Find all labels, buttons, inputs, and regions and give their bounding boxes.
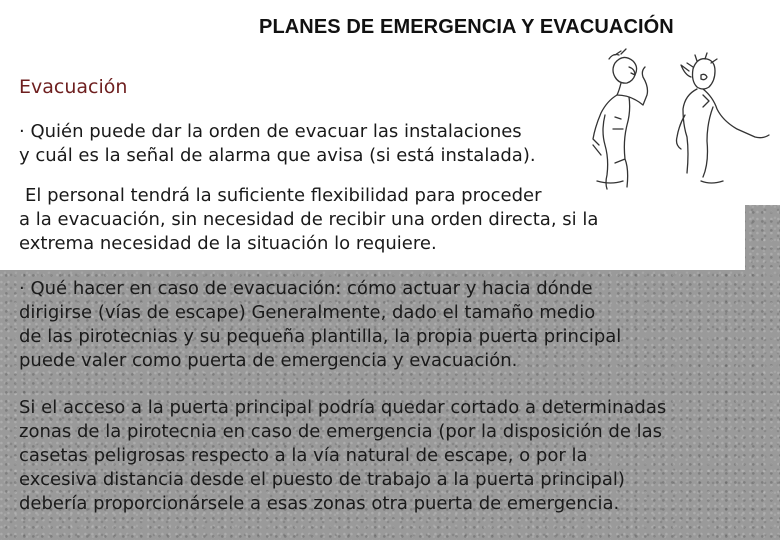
paragraph-line: Si el acceso a la puerta principal podría quedar cortado a determinadas <box>19 397 667 418</box>
paragraph-line: extrema necesidad de la situación lo requiere. <box>19 233 437 254</box>
paragraph-line: debería proporcionársele a esas zonas otra puerta de emergencia. <box>19 493 620 514</box>
paragraph-line: excesiva distancia desde el puesto de trabajo a la puerta principal) <box>19 469 625 490</box>
paragraph-1 <box>19 120 536 168</box>
paragraph-line: casetas peligrosas respecto a la vía natural de escape, o por la <box>19 445 588 466</box>
bullet: · <box>19 278 25 299</box>
paragraph-4 <box>19 396 666 516</box>
paragraph-line: de las pirotecnias y su pequeña plantilla, la propia puerta principal <box>19 326 622 347</box>
paragraph-line: Qué hacer en caso de evacuación: cómo actuar y hacia dónde <box>30 278 593 299</box>
bullet: · <box>19 121 25 142</box>
paragraph-line: Quién puede dar la orden de evacuar las instalaciones <box>30 121 522 142</box>
paragraph-line: puede valer como puerta de emergencia y evacuación. <box>19 350 518 371</box>
people-shouting-illustration <box>585 45 780 205</box>
page-title: PLANES DE EMERGENCIA Y EVACUACIÓN <box>259 16 674 38</box>
paragraph-2 <box>19 184 598 256</box>
person-listening-icon <box>593 49 648 189</box>
paragraph-3 <box>19 277 621 373</box>
paragraph-line: dirigirse (vías de escape) Generalmente, dado el tamaño medio <box>19 302 596 323</box>
paragraph-line: zonas de la pirotecnia en caso de emergencia (por la disposición de las <box>19 421 663 442</box>
person-shouting-icon <box>677 53 770 183</box>
paragraph-line: El personal tendrá la suficiente flexibilidad para proceder <box>25 185 542 206</box>
section-heading: Evacuación <box>19 76 128 98</box>
paragraph-line: y cuál es la señal de alarma que avisa (si está instalada). <box>19 145 536 166</box>
paragraph-line: a la evacuación, sin necesidad de recibir una orden directa, si la <box>19 209 599 230</box>
